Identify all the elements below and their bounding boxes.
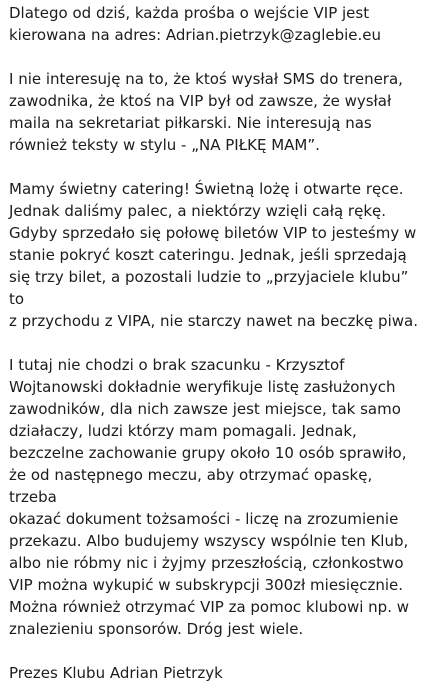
paragraph-respect: I tutaj nie chodzi o brak szacunku - Krzysztof Wojtanowski dokładnie weryfikuje listę zasłużonych zawodników, dla nich zawsze jest miejsce, tak samo działaczy, ludzi którzy mam pomagali. Jednak, bezczelne zachowanie grupy około 10 osób sprawiło, że od następnego meczu, aby otrzymać opaskę, trzeba okazać dokument tożsamości - liczę na zrozumienie przekazu. Albo budujemy wszyscy wspólnie ten Klub, albo nie róbmy nic i żyjmy przeszłością, członkostwo VIP można wykupić w subskrypcji 300zł miesięcznie. Można również otrzymać VIP za pomoc klubowi np. w znalezieniu sponsorów. Dróg jest wiele.	[9, 356, 410, 638]
paragraph-catering: Mamy świetny catering! Świetną lożę i otwarte ręce. Jednak daliśmy palec, a niektórzy wzięli całą rękę. Gdyby sprzedało się połowę biletów VIP to jesteśmy w stanie pokryć koszt cateringu. Jednak, jeśli sprzedają się trzy bilet, a pozostali ludzie to „przyjaciele klubu” to z przychodu z VIPA, nie starczy nawet na beczkę piwa.	[9, 180, 418, 330]
paragraph-spacer	[9, 156, 419, 178]
paragraph-vip-requests: Dlatego od dziś, każda prośba o wejście VIP jest kierowana na adres: Adrian.pietrzyk@zaglebie.eu	[9, 4, 382, 44]
paragraph-spacer	[9, 46, 419, 68]
signature: Prezes Klubu Adrian Pietrzyk	[9, 664, 223, 682]
paragraph-not-interested: I nie interesuję na to, że ktoś wysłał SMS do trenera, zawodnika, że ktoś na VIP był od zawsze, że wysłał maila na sekretariat piłkarski. Nie interesują nas również teksty w stylu - „NA PIŁKĘ MAM”.	[9, 70, 403, 154]
paragraph-spacer	[9, 332, 419, 354]
paragraph-spacer	[9, 640, 419, 662]
post-body	[9, 2, 419, 684]
